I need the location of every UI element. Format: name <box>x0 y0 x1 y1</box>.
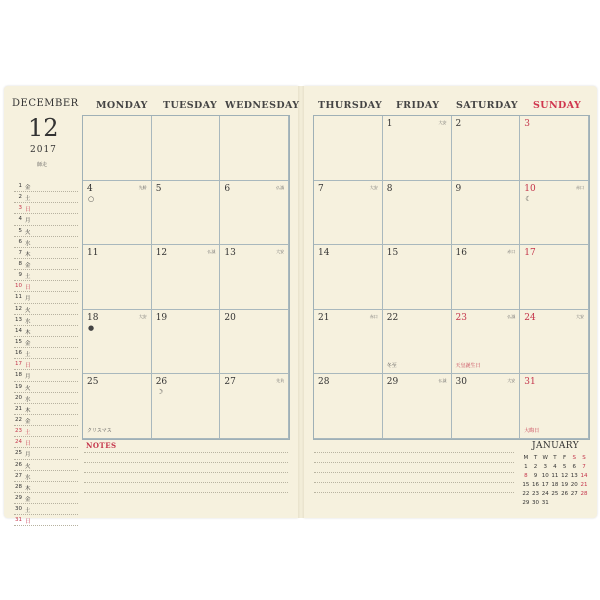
mini-calendar-day: 19 <box>561 482 569 488</box>
day-number: 28 <box>318 377 330 388</box>
day-number: 27 <box>224 377 236 388</box>
rokuyo-tag: 大安 <box>369 184 378 190</box>
day-list-item <box>14 471 78 482</box>
day-list-item <box>14 326 78 337</box>
notes-line <box>314 482 514 483</box>
day-list-number: 7 <box>18 249 22 256</box>
day-cell[interactable] <box>152 116 221 181</box>
day-cell[interactable] <box>452 181 521 246</box>
day-number: 2 <box>455 119 462 129</box>
day-number: 14 <box>318 248 330 259</box>
notes-line <box>314 472 514 473</box>
day-list-weekday: 水 <box>25 474 31 481</box>
header-monday: MONDAY <box>96 100 148 111</box>
day-list-weekday: 月 <box>25 452 31 459</box>
day-list-weekday: 日 <box>25 441 31 448</box>
mini-calendar-day <box>560 500 570 509</box>
notes-line <box>84 472 288 473</box>
day-number: 12 <box>155 248 168 259</box>
day-list-number: 13 <box>15 316 22 323</box>
rokuyo-tag: 仏滅 <box>507 313 516 319</box>
day-list-number: 8 <box>18 260 22 267</box>
mini-calendar-weekday: S <box>582 455 586 461</box>
holiday-note: クリスマス <box>87 427 112 434</box>
day-cell[interactable] <box>220 374 289 439</box>
day-cell[interactable] <box>83 245 152 310</box>
header-thursday: THURSDAY <box>318 100 383 111</box>
day-list-number: 23 <box>15 428 22 435</box>
day-list-weekday: 金 <box>25 185 31 191</box>
day-list-weekday: 金 <box>25 262 31 269</box>
day-list-weekday: 火 <box>25 229 31 236</box>
day-number: 6 <box>224 183 231 194</box>
day-number: 26 <box>155 377 168 388</box>
notes-label: NOTES <box>86 441 117 450</box>
mini-calendar-day: 4 <box>553 464 557 470</box>
day-list-item <box>14 203 78 214</box>
day-cell[interactable] <box>220 245 289 310</box>
day-list-number: 21 <box>15 405 22 412</box>
day-cell[interactable] <box>383 245 452 310</box>
day-list-weekday: 木 <box>25 251 31 258</box>
rokuyo-tag: 仏滅 <box>438 378 447 384</box>
month-name: DECEMBER <box>12 98 79 109</box>
mini-calendar-day: 16 <box>532 482 540 488</box>
mini-calendar-day: 2 <box>533 464 538 470</box>
day-number: 23 <box>455 312 467 323</box>
day-number: 11 <box>87 248 99 259</box>
mini-calendar-title: JANUARY <box>532 441 580 451</box>
day-list-weekday: 土 <box>25 430 31 437</box>
month-number: 12 <box>28 114 59 142</box>
mini-calendar-day: 15 <box>522 482 530 488</box>
day-cell[interactable] <box>383 181 452 246</box>
day-list-number: 28 <box>15 483 22 490</box>
day-list-weekday: 火 <box>25 307 31 314</box>
day-list-number: 11 <box>15 294 22 301</box>
day-cell[interactable] <box>520 374 589 439</box>
mini-calendar-day: 10 <box>541 473 549 479</box>
day-list-weekday: 月 <box>25 218 31 225</box>
mini-calendar-day: 20 <box>570 482 578 488</box>
day-list-item <box>14 437 78 448</box>
day-list-weekday: 金 <box>25 340 31 347</box>
header-sunday: SUNDAY <box>533 100 582 111</box>
day-list-number: 20 <box>15 394 22 401</box>
day-list-weekday: 木 <box>25 329 31 336</box>
rokuyo-tag: 大安 <box>438 120 447 125</box>
day-number: 3 <box>524 119 530 129</box>
day-list-item <box>14 382 78 393</box>
day-list-weekday: 火 <box>25 385 31 392</box>
day-cell[interactable] <box>452 116 521 181</box>
mini-calendar-week <box>521 464 589 473</box>
day-number: 17 <box>524 248 536 259</box>
day-list-weekday: 月 <box>25 374 31 381</box>
day-cell[interactable] <box>314 374 383 439</box>
day-number: 25 <box>87 377 99 388</box>
day-list-item <box>14 515 78 526</box>
calendar-grid-right <box>313 115 590 440</box>
day-number: 10 <box>524 183 536 194</box>
day-list-item <box>14 304 78 315</box>
day-number: 31 <box>524 377 536 388</box>
day-list-number: 1 <box>18 183 22 189</box>
day-list-number: 31 <box>15 517 22 524</box>
day-list-item <box>14 237 78 248</box>
mini-calendar-grid <box>521 455 589 509</box>
mini-calendar-day: 26 <box>561 491 569 497</box>
day-list-item <box>14 337 78 348</box>
mini-calendar-day: 1 <box>524 464 528 470</box>
day-list-item <box>14 281 78 292</box>
day-cell[interactable] <box>314 245 383 310</box>
day-cell[interactable] <box>220 181 289 246</box>
day-number: 20 <box>224 312 236 323</box>
day-number: 5 <box>155 183 162 194</box>
rokuyo-tag: 先勝 <box>138 184 147 190</box>
day-cell[interactable] <box>152 310 221 375</box>
day-list-number: 17 <box>15 361 22 368</box>
day-cell[interactable] <box>152 374 221 439</box>
mini-calendar-day: 6 <box>572 464 577 470</box>
month-jp-label: 師走 <box>37 162 48 168</box>
rokuyo-tag: 大安 <box>276 249 285 255</box>
day-cell[interactable] <box>383 310 452 375</box>
day-list-number: 19 <box>15 383 22 390</box>
day-number: 29 <box>386 377 399 388</box>
mini-calendar-day: 23 <box>532 491 540 497</box>
mini-calendar-day: 30 <box>532 500 540 506</box>
day-list-item <box>14 370 78 381</box>
mini-calendar-day <box>569 500 579 509</box>
day-number: 16 <box>455 248 467 259</box>
year: 2017 <box>30 145 57 155</box>
mini-calendar-day: 18 <box>551 482 559 488</box>
day-list-item <box>14 348 78 359</box>
header-wednesday: WEDNESDAY <box>225 100 300 111</box>
mini-calendar-day: 13 <box>570 473 578 479</box>
notes-line <box>84 492 288 493</box>
day-list-weekday: 金 <box>25 418 31 425</box>
mini-calendar-day: 12 <box>561 473 569 479</box>
day-number: 24 <box>524 312 536 323</box>
notes-line <box>84 462 288 463</box>
day-cell[interactable] <box>314 310 383 375</box>
day-list-number: 9 <box>18 272 22 279</box>
notes-line <box>314 492 514 493</box>
day-cell[interactable] <box>220 116 289 181</box>
day-cell[interactable] <box>314 116 383 181</box>
rokuyo-tag: 仏滅 <box>207 249 216 255</box>
day-number: 7 <box>318 183 324 194</box>
notes-line <box>314 462 514 463</box>
day-list-number: 4 <box>18 216 22 223</box>
day-list-number: 26 <box>15 461 22 468</box>
day-list-item <box>14 393 78 404</box>
notes-line <box>84 452 288 453</box>
day-list-number: 5 <box>18 227 22 234</box>
day-cell[interactable] <box>383 374 452 439</box>
day-list-number: 3 <box>18 205 22 212</box>
mini-calendar-day: 3 <box>543 464 547 470</box>
moon-phase-icon: ○ <box>88 194 95 203</box>
day-number: 1 <box>386 119 393 129</box>
mini-calendar-day: 29 <box>522 500 530 506</box>
day-number: 18 <box>87 312 99 323</box>
day-list-number: 12 <box>15 305 22 312</box>
mini-calendar-day: 17 <box>541 482 549 488</box>
day-cell[interactable] <box>452 310 521 375</box>
day-list-item <box>14 248 78 259</box>
day-number: 13 <box>224 248 236 259</box>
day-cell[interactable] <box>520 116 589 181</box>
day-number: 8 <box>386 183 393 194</box>
rokuyo-tag: 大安 <box>138 313 147 319</box>
notes-line <box>314 452 514 453</box>
day-list-weekday: 日 <box>25 519 31 526</box>
mini-calendar-day: 22 <box>522 491 530 497</box>
moon-phase-icon: ☾ <box>525 194 532 203</box>
day-number: 30 <box>455 377 467 388</box>
day-list-item <box>14 493 78 504</box>
mini-calendar-header <box>521 455 589 464</box>
rokuyo-tag: 先負 <box>276 378 285 384</box>
day-cell[interactable] <box>83 181 152 246</box>
day-list-item <box>14 315 78 326</box>
calendar-grid-left <box>82 115 290 440</box>
day-cell[interactable] <box>314 181 383 246</box>
day-list-item <box>14 259 78 270</box>
mini-calendar-week <box>521 473 589 482</box>
day-cell[interactable] <box>220 310 289 375</box>
day-list-weekday: 木 <box>25 407 31 414</box>
rokuyo-tag: 大安 <box>576 313 584 319</box>
day-number: 22 <box>386 312 399 323</box>
day-list-number: 10 <box>15 283 22 290</box>
day-list-item <box>14 482 78 493</box>
day-list-weekday: 月 <box>25 296 31 303</box>
day-cell[interactable] <box>83 374 152 439</box>
day-list-weekday: 水 <box>25 396 31 403</box>
day-list-number: 24 <box>15 439 22 446</box>
day-list-weekday: 木 <box>25 485 31 492</box>
day-list-item <box>14 504 78 515</box>
rokuyo-tag: 仏滅 <box>276 184 285 190</box>
mini-calendar-day: 25 <box>551 491 559 497</box>
mini-calendar-day: 27 <box>570 491 578 497</box>
rokuyo-tag: 赤口 <box>507 249 516 255</box>
mini-calendar-day: 24 <box>541 491 549 497</box>
header-tuesday: TUESDAY <box>163 100 218 111</box>
mini-calendar-day: 7 <box>582 464 586 470</box>
day-number: 9 <box>455 183 462 194</box>
day-number: 15 <box>386 248 399 259</box>
day-cell[interactable] <box>520 245 589 310</box>
mini-calendar-day: 11 <box>551 473 559 479</box>
day-list-number: 6 <box>18 238 22 245</box>
day-list-weekday: 土 <box>25 274 31 281</box>
day-list-item <box>14 426 78 437</box>
day-list <box>14 181 78 526</box>
mini-calendar-week <box>521 500 589 509</box>
day-list-weekday: 水 <box>25 318 31 325</box>
mini-calendar-day: 9 <box>533 473 538 479</box>
mini-calendar-weekday: T <box>553 455 557 461</box>
mini-calendar-week <box>521 482 589 491</box>
holiday-note: 大晦日 <box>524 427 540 434</box>
mini-calendar-weekday: T <box>533 455 538 461</box>
day-list-number: 16 <box>15 350 22 357</box>
notes-line <box>84 482 288 483</box>
mini-calendar-day: 21 <box>580 482 588 488</box>
holiday-note: 冬至 <box>386 363 397 370</box>
day-list-weekday: 日 <box>25 207 31 214</box>
mini-calendar-day: 5 <box>562 464 567 470</box>
day-list-weekday: 土 <box>25 352 31 359</box>
day-list-weekday: 火 <box>25 463 31 470</box>
day-list-number: 30 <box>15 506 22 513</box>
mini-calendar-day: 28 <box>580 491 588 497</box>
mini-calendar-weekday: W <box>542 455 548 461</box>
holiday-note: 天皇誕生日 <box>455 363 481 370</box>
rokuyo-tag: 大安 <box>507 378 516 384</box>
day-number: 21 <box>318 312 330 323</box>
day-list-item <box>14 359 78 370</box>
day-cell[interactable] <box>152 181 221 246</box>
day-list-weekday: 土 <box>25 508 31 515</box>
mini-calendar-day <box>579 500 589 509</box>
day-list-item <box>14 270 78 281</box>
mini-calendar-day <box>550 500 560 509</box>
day-list-item <box>14 448 78 459</box>
mini-calendar-weekday: F <box>563 455 567 461</box>
book-gutter <box>298 86 304 518</box>
mini-calendar-weekday: M <box>523 455 529 461</box>
day-cell[interactable] <box>152 245 221 310</box>
day-list-number: 27 <box>15 472 22 479</box>
day-list-item <box>14 404 78 415</box>
day-cell[interactable] <box>520 181 589 246</box>
day-list-number: 14 <box>15 327 22 334</box>
day-list-weekday: 土 <box>25 196 31 203</box>
day-number: 4 <box>87 183 93 194</box>
moon-phase-icon: ☽ <box>156 388 163 397</box>
day-list-number: 2 <box>18 194 22 201</box>
day-cell[interactable] <box>383 116 452 181</box>
day-cell[interactable] <box>452 374 521 439</box>
day-list-weekday: 水 <box>25 240 31 247</box>
day-list-item <box>14 181 78 192</box>
mini-calendar-day: 31 <box>541 500 549 506</box>
mini-calendar-weekday: S <box>572 455 577 461</box>
day-cell[interactable] <box>83 310 152 375</box>
day-list-weekday: 日 <box>25 363 31 370</box>
day-list-number: 22 <box>15 416 22 423</box>
day-number: 19 <box>155 312 168 323</box>
mini-calendar-week <box>521 491 589 500</box>
rokuyo-tag: 赤口 <box>576 184 584 190</box>
day-cell[interactable] <box>520 310 589 375</box>
day-list-number: 15 <box>15 338 22 345</box>
header-saturday: SATURDAY <box>456 100 519 111</box>
day-cell[interactable] <box>83 116 152 181</box>
day-cell[interactable] <box>452 245 521 310</box>
day-list-item <box>14 226 78 237</box>
day-list-number: 25 <box>15 450 22 457</box>
mini-calendar-day: 14 <box>580 473 588 479</box>
day-list-item <box>14 214 78 225</box>
day-list-item <box>14 415 78 426</box>
header-friday: FRIDAY <box>396 100 440 111</box>
day-list-item <box>14 192 78 203</box>
rokuyo-tag: 赤口 <box>369 313 378 319</box>
moon-phase-icon: ● <box>88 323 95 332</box>
day-list-item <box>14 460 78 471</box>
day-list-weekday: 金 <box>25 496 31 503</box>
day-list-weekday: 日 <box>25 285 31 292</box>
day-list-item <box>14 292 78 303</box>
mini-calendar-day: 8 <box>524 473 528 479</box>
day-list-number: 29 <box>15 494 22 501</box>
day-list-number: 18 <box>15 372 22 379</box>
